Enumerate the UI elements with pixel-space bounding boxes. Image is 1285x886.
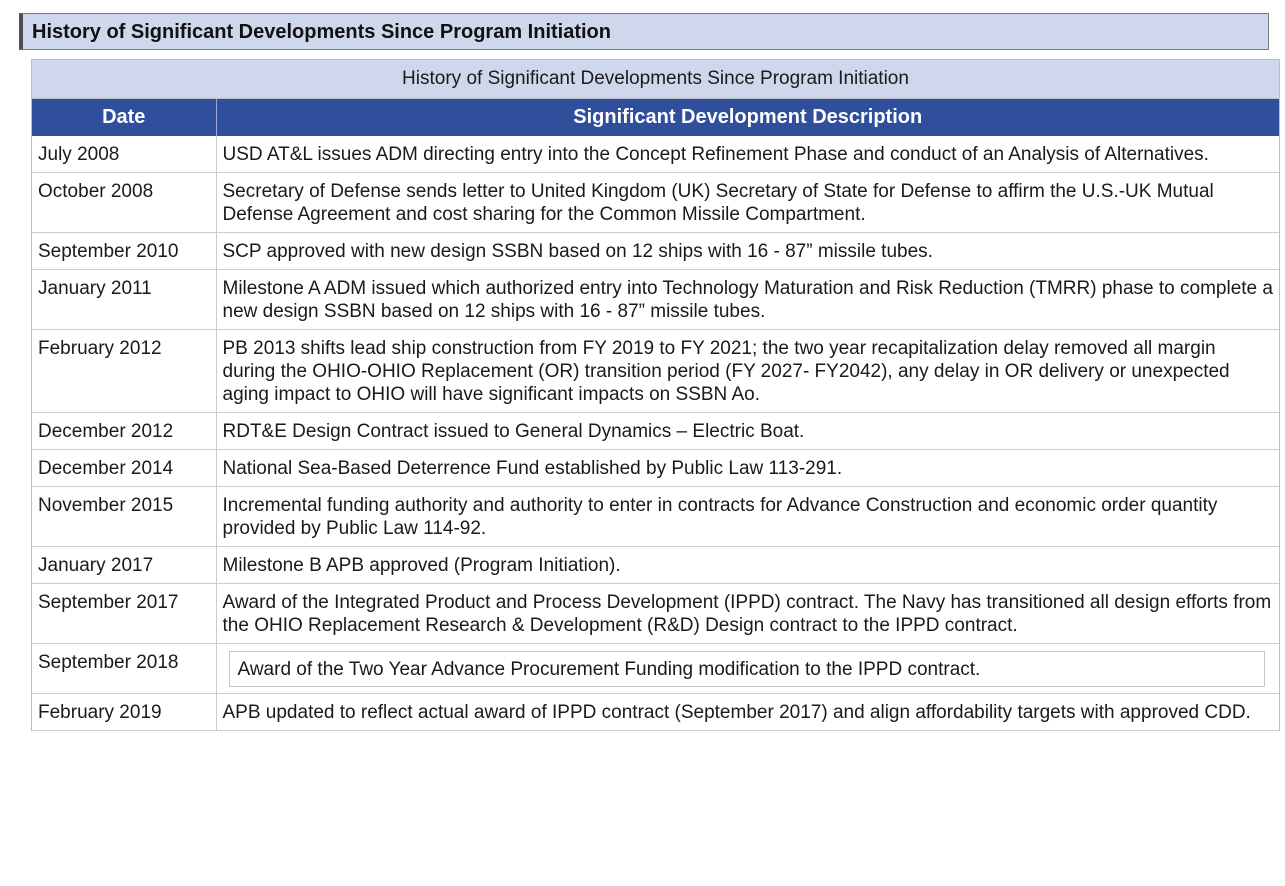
row-description: PB 2013 shifts lead ship construction from FY 2019 to FY 2021; the two year recapitalization delay removed all margin during the OHIO-OHIO Replacement (OR) transition period (FY 2027- FY2042), any delay in OR delivery or unexpected aging impact to OHIO will have significant impacts on SSBN Ao. — [216, 330, 1279, 413]
table-row — [32, 644, 1279, 694]
table-row — [32, 584, 1279, 644]
row-description: SCP approved with new design SSBN based on 12 ships with 16 - 87” missile tubes. — [216, 233, 1279, 270]
row-date: September 2010 — [32, 233, 216, 270]
row-description: National Sea-Based Deterrence Fund established by Public Law 113-291. — [216, 450, 1279, 487]
row-date: November 2015 — [32, 487, 216, 547]
row-date: September 2018 — [32, 644, 216, 694]
row-date: October 2008 — [32, 173, 216, 233]
table-row — [32, 270, 1279, 330]
row-description — [216, 644, 1279, 694]
row-date: September 2017 — [32, 584, 216, 644]
table-row — [32, 547, 1279, 584]
row-date: December 2014 — [32, 450, 216, 487]
table-row — [32, 330, 1279, 413]
column-header-date: Date — [32, 99, 216, 137]
developments-table-container — [31, 59, 1280, 731]
row-description: Award of the Integrated Product and Process Development (IPPD) contract. The Navy has transitioned all design efforts from the OHIO Replacement Research & Development (R&D) Design contract to the IPPD contract. — [216, 584, 1279, 644]
table-row — [32, 233, 1279, 270]
table-caption-row — [32, 60, 1279, 99]
table-row — [32, 173, 1279, 233]
table-row — [32, 136, 1279, 173]
row-description: Milestone B APB approved (Program Initiation). — [216, 547, 1279, 584]
table-row — [32, 694, 1279, 731]
column-header-description: Significant Development Description — [216, 99, 1279, 137]
row-description: USD AT&L issues ADM directing entry into the Concept Refinement Phase and conduct of an Analysis of Alternatives. — [216, 136, 1279, 173]
row-date: July 2008 — [32, 136, 216, 173]
table-row — [32, 450, 1279, 487]
section-title: History of Significant Developments Since Program Initiation — [19, 13, 1269, 50]
row-description: Incremental funding authority and authority to enter in contracts for Advance Construction and economic order quantity provided by Public Law 114-92. — [216, 487, 1279, 547]
table-row — [32, 413, 1279, 450]
row-date: February 2012 — [32, 330, 216, 413]
row-date: January 2017 — [32, 547, 216, 584]
row-description: APB updated to reflect actual award of IPPD contract (September 2017) and align affordability targets with approved CDD. — [216, 694, 1279, 731]
row-description-box: Award of the Two Year Advance Procurement Funding modification to the IPPD contract. — [229, 651, 1266, 687]
row-date: February 2019 — [32, 694, 216, 731]
table-body — [32, 136, 1279, 731]
row-description: Secretary of Defense sends letter to United Kingdom (UK) Secretary of State for Defense to affirm the U.S.-UK Mutual Defense Agreement and cost sharing for the Common Missile Compartment. — [216, 173, 1279, 233]
row-description: RDT&E Design Contract issued to General Dynamics – Electric Boat. — [216, 413, 1279, 450]
table-row — [32, 487, 1279, 547]
table-header-row — [32, 99, 1279, 137]
table-caption: History of Significant Developments Since Program Initiation — [32, 60, 1279, 99]
row-date: January 2011 — [32, 270, 216, 330]
developments-table — [32, 60, 1279, 731]
row-date: December 2012 — [32, 413, 216, 450]
row-description: Milestone A ADM issued which authorized entry into Technology Maturation and Risk Reduction (TMRR) phase to complete a new design SSBN based on 12 ships with 16 - 87” missile tubes. — [216, 270, 1279, 330]
